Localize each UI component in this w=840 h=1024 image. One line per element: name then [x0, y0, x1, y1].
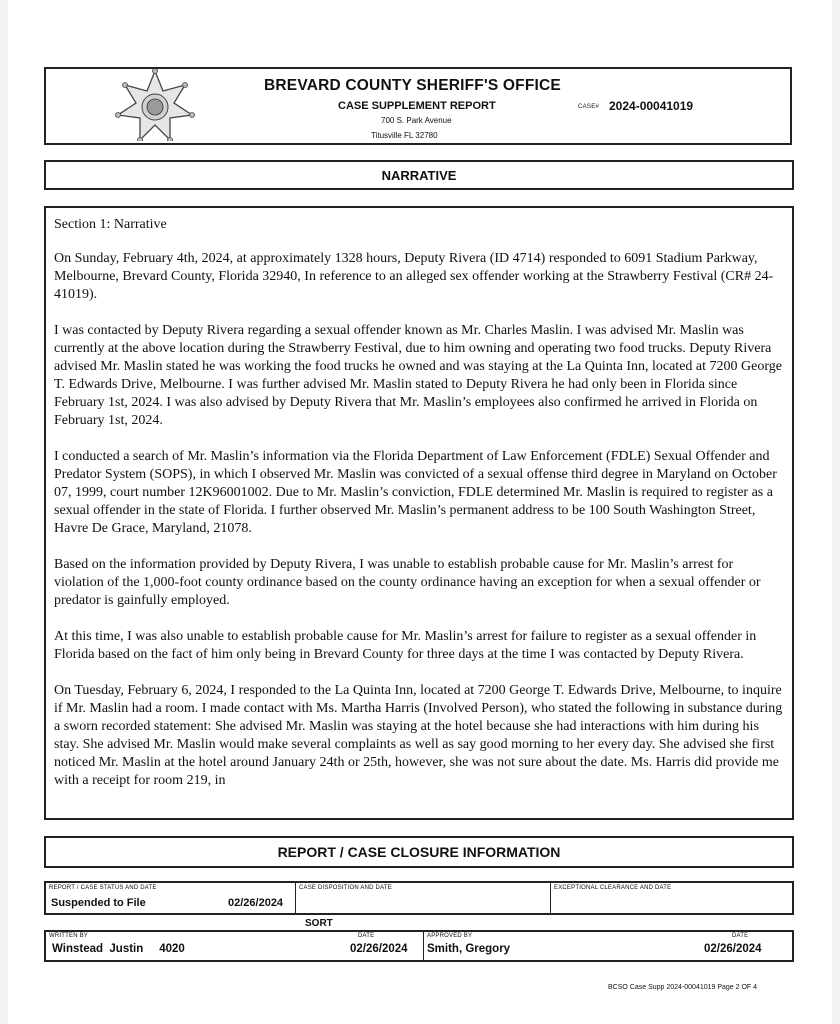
disposition-label: CASE DISPOSITION AND DATE	[299, 885, 392, 891]
narrative-paragraph: On Tuesday, February 6, 2024, I responded to the La Quinta Inn, located at 7200 George T. Edwards Drive, Melbourne, to inquire if Mr. Maslin had a room. I made contact with Ms. Martha Harris (Involved Person), who stated the following in substance during a sworn recorded statement: She advised Mr. Maslin was staying at the hotel because she had interactions with him during his stay. She advised Mr. Maslin would make several complaints as well as say good morning to her every day. She advised she first noticed Mr. Maslin at the hotel around January 24th or 25th, however, she was not sure about the date. Ms. Harris did provide me with a receipt for room 219, in	[54, 683, 783, 788]
approved-date: 02/26/2024	[704, 943, 762, 955]
section-title: Section 1: Narrative	[54, 217, 167, 232]
address-line-2: Titusville FL 32780	[371, 131, 438, 140]
narrative-paragraph: On Sunday, February 4th, 2024, at approximately 1328 hours, Deputy Rivera (ID 4714) responded to 6091 Stadium Parkway, Melbourne, Brevard County, Florida 32940, In reference to an alleged sex offender working at the Strawberry Festival (CR# 24-41019).	[54, 251, 774, 302]
report-title: CASE SUPPLEMENT REPORT	[338, 100, 496, 112]
approved-by-value: Smith, Gregory	[427, 943, 511, 955]
agency-name: BREVARD COUNTY SHERIFF'S OFFICE	[264, 77, 561, 94]
disposition-cell	[296, 883, 551, 913]
case-number: 2024-00041019	[609, 99, 694, 113]
sort-label: SORT	[305, 918, 333, 929]
written-date-label: DATE	[358, 933, 375, 939]
address-line-1: 700 S. Park Avenue	[381, 116, 452, 125]
exceptional-clearance-cell	[551, 883, 794, 913]
written-date: 02/26/2024	[350, 943, 408, 955]
status-date: 02/26/2024	[228, 897, 284, 909]
page-footer: BCSO Case Supp 2024-00041019 Page 2 OF 4	[608, 984, 758, 991]
written-by-label: WRITTEN BY	[49, 933, 88, 939]
narrative-paragraph: At this time, I was also unable to establish probable cause for Mr. Maslin’s arrest for failure to register as a sexual offender in Florida based on the fact of him only being in Brevard County for three days at the time I was contacted by Deputy Rivera.	[54, 629, 757, 662]
case-label: CASE#	[578, 104, 600, 110]
narrative-heading: NARRATIVE	[44, 160, 794, 190]
written-by-cell	[46, 932, 424, 960]
narrative-body	[44, 206, 794, 820]
signature-row	[44, 930, 794, 962]
narrative-paragraph: I conducted a search of Mr. Maslin’s information via the Florida Department of Law Enforcement (FDLE) Sexual Offender and Predator System (SOPS), in which I observed Mr. Maslin was convicted of a sexual offense third degree in Maryland on October 07, 1999, court number 12K96001002. Due to Mr. Maslin’s conviction, FDLE determined Mr. Maslin is required to register as a sexual offender in the state of Florida. I further observed Mr. Maslin’s permanent address to be 100 South Washington Street, Havre De Grace, Maryland, 21078.	[54, 449, 777, 536]
case-status-row	[44, 881, 794, 915]
closure-heading: REPORT / CASE CLOSURE INFORMATION	[44, 836, 794, 868]
approved-by-label: APPROVED BY	[427, 933, 473, 939]
report-header	[44, 67, 792, 145]
status-value: Suspended to File	[51, 897, 146, 909]
narrative-paragraph: I was contacted by Deputy Rivera regarding a sexual offender known as Mr. Charles Maslin. I was advised Mr. Maslin was currently at the above location during the Strawberry Festival, due to him owning and operating two food trucks. Deputy Rivera advised Mr. Maslin stated he was working the food trucks he owned and was staying at the La Quinta Inn, located at 7200 George T. Edwards Drive, Melbourne. I was further advised Mr. Maslin stated to Deputy Rivera he had only been in Florida since February 1st, 2024. I was also advised by Deputy Rivera that Mr. Maslin’s employees also confirmed he arrived in Florida on February 1st, 2024.	[54, 323, 782, 428]
written-by-value: Winstead Justin 4020	[52, 943, 185, 955]
approved-by-cell	[424, 932, 794, 960]
narrative-paragraph: Based on the information provided by Deputy Rivera, I was unable to establish probable cause for Mr. Maslin’s arrest for violation of the 1,000-foot county ordinance based on the county ordinance having an exception for when a sexual offender or predator is gainfully employed.	[54, 557, 761, 608]
sheriff-star-badge-icon	[112, 69, 198, 141]
approved-date-label: DATE	[732, 933, 749, 939]
status-label: REPORT / CASE STATUS AND DATE	[49, 885, 157, 891]
status-cell	[46, 883, 296, 913]
exceptional-clearance-label: EXCEPTIONAL CLEARANCE AND DATE	[554, 885, 672, 891]
